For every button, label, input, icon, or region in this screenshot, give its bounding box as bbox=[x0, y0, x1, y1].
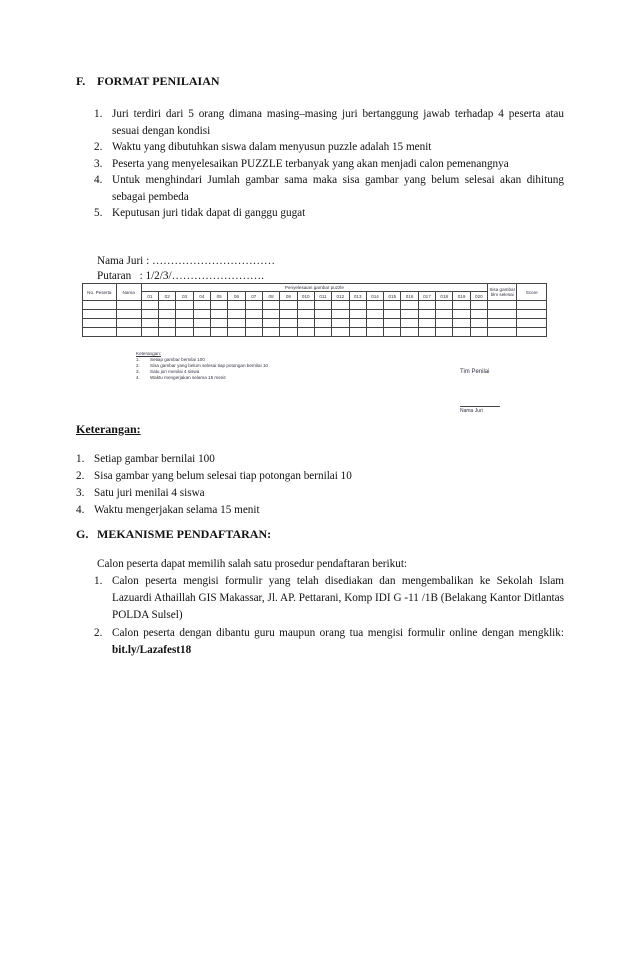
keterangan-title: Keterangan: bbox=[76, 422, 141, 436]
section-g-number: G. bbox=[76, 527, 89, 541]
cols-row: 01 02 03 04 05 06 07 08 09 010 011 012 013 014 015 016 017 018 019 020 bbox=[83, 292, 547, 301]
nama-juri-label: Nama Juri bbox=[460, 406, 500, 414]
scoring-table bbox=[82, 283, 547, 337]
keterangan-list bbox=[76, 451, 556, 519]
section-f-item: 3. Peserta yang menyelesaikan PUZZLE terbanyak yang akan menjadi calon pemenangnya bbox=[94, 157, 509, 170]
section-f-item: 2. Waktu yang dibutuhkan siswa dalam menyusun puzzle adalah 15 menit bbox=[94, 141, 432, 153]
section-g-item: 1. Calon peserta mengisi formulir yang telah disediakan dan mengembalikan ke Sekolah Islam Lazuardi Athaillah GIS Makassar, Jl. AP. Pettarani, Komp IDI G -11 /1B (Belakang Kantor Ditlantas POLDA Sulsel) bbox=[94, 575, 564, 621]
col-no-peserta: No. Peserta bbox=[83, 284, 117, 301]
keterangan-item: 2. Sisa gambar yang belum selesai tiap potongan bernilai 10 bbox=[76, 470, 352, 482]
section-f-number: F. bbox=[76, 74, 86, 88]
keterangan-item: 4. Waktu mengerjakan selama 15 menit bbox=[76, 504, 260, 516]
section-f-item: 4. Untuk menghindari Jumlah gambar sama maka sisa gambar yang belum selesai akan dihitung sebagai pembeda bbox=[94, 174, 564, 203]
section-f-item: 1. Juri terdiri dari 5 orang dimana masing–masing juri bertanggung jawab terhadap 4 peserta atau sesuai dengan kondisi bbox=[94, 108, 564, 137]
form-ket-item: 4. Waktu mengerjakan selama 15 menit bbox=[136, 375, 226, 380]
section-f-heading bbox=[76, 74, 220, 89]
form-ket-item: 1. Setiap gambar bernilai 100 bbox=[136, 357, 205, 362]
keterangan-item: 3. Satu juri menilai 4 siswa bbox=[76, 487, 205, 499]
section-f-title: FORMAT PENILAIAN bbox=[97, 74, 220, 88]
form-keterangan bbox=[136, 351, 268, 381]
table-row bbox=[83, 319, 547, 328]
section-f-item: 5. Keputusan juri tidak dapat di ganggu gugat bbox=[94, 207, 306, 219]
section-f-list bbox=[94, 106, 564, 222]
putaran-line: Putaran : 1/2/3/……………………. bbox=[97, 270, 264, 282]
scoring-form-image bbox=[82, 283, 562, 418]
registration-link[interactable]: bit.ly/Lazafest18 bbox=[112, 644, 192, 656]
table-row bbox=[83, 301, 547, 310]
form-ket-item: 2. Sisa gambar yang belum selesai tiap potongan bernilai 10 bbox=[136, 363, 268, 368]
section-g-list bbox=[94, 573, 564, 659]
form-ket-title: Keterangan: bbox=[136, 351, 162, 356]
col-sisa: Sisa gambar blm selesai bbox=[488, 284, 517, 301]
section-g-title: MEKANISME PENDAFTARAN: bbox=[97, 527, 272, 541]
table-row bbox=[83, 310, 547, 319]
section-g-heading bbox=[76, 527, 271, 542]
group-header: Penyelesaian gambar puzzle bbox=[141, 284, 487, 292]
col-nama: Nama bbox=[116, 284, 141, 301]
tim-penilai-label: Tim Penilai bbox=[460, 369, 490, 375]
col-score: Score bbox=[517, 284, 547, 301]
table-row bbox=[83, 328, 547, 337]
keterangan-item: 1. Setiap gambar bernilai 100 bbox=[76, 453, 215, 465]
section-g-intro: Calon peserta dapat memilih salah satu prosedur pendaftaran berikut: bbox=[97, 558, 408, 570]
nama-juri-line: Nama Juri : …………………………… bbox=[97, 255, 276, 267]
form-ket-item: 3. Satu juri menilai 4 siswa bbox=[136, 369, 200, 374]
section-g-item: 2. Calon peserta dengan dibantu guru maupun orang tua mengisi formulir online dengan mengklik: bit.ly/Lazafest18 bbox=[94, 627, 564, 656]
